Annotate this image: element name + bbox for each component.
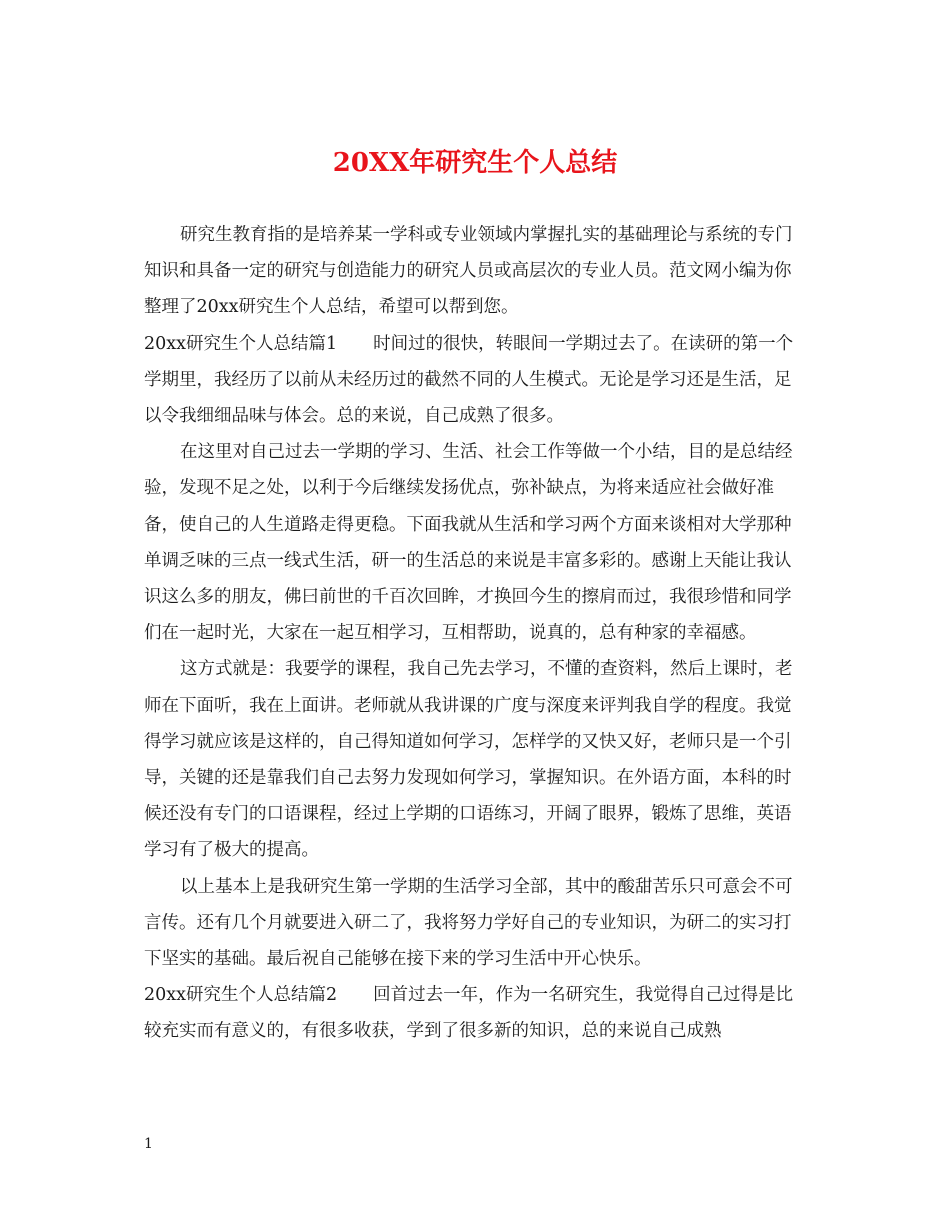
document-body <box>144 217 806 1050</box>
section-2-paragraph-1-text: 回首过去一年，作为一名研究生，我觉得自己过得是比较充实而有意义的，有很多收获，学到了很多新的知识，总的来说自己成熟 <box>144 985 794 1042</box>
section-1-heading: 20xx研究生个人总结篇1 <box>144 333 338 354</box>
section-2-heading: 20xx研究生个人总结篇2 <box>144 985 338 1006</box>
section-1-paragraph-4: 以上基本上是我研究生第一学期的生活学习全部，其中的酸甜苦乐只可意会不可言传。还有几个月就要进入研二了，我将努力学好自己的专业知识，为研二的实习打下坚实的基础。最后祝自己能够在接下来的学习生活中开心快乐。 <box>144 876 793 970</box>
intro-paragraph: 研究生教育指的是培养某一学科或专业领域内掌握扎实的基础理论与系统的专门知识和具备一定的研究与创造能力的研究人员或高层次的专业人员。范文网小编为你整理了20xx研究生个人总结，希望可以帮到您。 <box>144 225 793 318</box>
page-number: 1 <box>144 1136 153 1152</box>
section-1-paragraph-3: 这方式就是：我要学的课程，我自己先去学习，不懂的查资料，然后上课时，老师在下面听，我在上面讲。老师就从我讲课的广度与深度来评判我自学的程度。我觉得学习就应该是这样的，自己得知道如何学习，怎样学的又快又好，老师只是一个引导，关键的还是靠我们自己去努力发现如何学习，掌握知识。在外语方面，本科的时候还没有专门的口语课程，经过上学期的口语练习，开阔了眼界，锻炼了思维，英语学习有了极大的提高。 <box>144 659 793 861</box>
section-1-paragraph-2: 在这里对自己过去一学期的学习、生活、社会工作等做一个小结，目的是总结经验，发现不足之处，以利于今后继续发扬优点，弥补缺点，为将来适应社会做好准备，使自己的人生道路走得更稳。下面我就从生活和学习两个方面来谈相对大学那种单调乏味的三点一线式生活，研一的生活总的来说是丰富多彩的。感谢上天能让我认识这么多的朋友，佛曰前世的千百次回眸，才换回今生的擦肩而过，我很珍惜和同学们在一起时光，大家在一起互相学习，互相帮助，说真的，总有种家的幸福感。 <box>144 442 793 644</box>
section-1-paragraph-1-text: 时间过的很快，转眼间一学期过去了。在读研的第一个学期里，我经历了以前从未经历过的截然不同的人生模式。无论是学习还是生活，足以令我细细品味与体会。总的来说，自己成熟了很多。 <box>144 333 794 427</box>
page-title: 20XX年研究生个人总结 <box>332 148 618 178</box>
section-2-paragraph-1 <box>144 977 806 1049</box>
section-1-paragraph-1 <box>144 326 806 435</box>
